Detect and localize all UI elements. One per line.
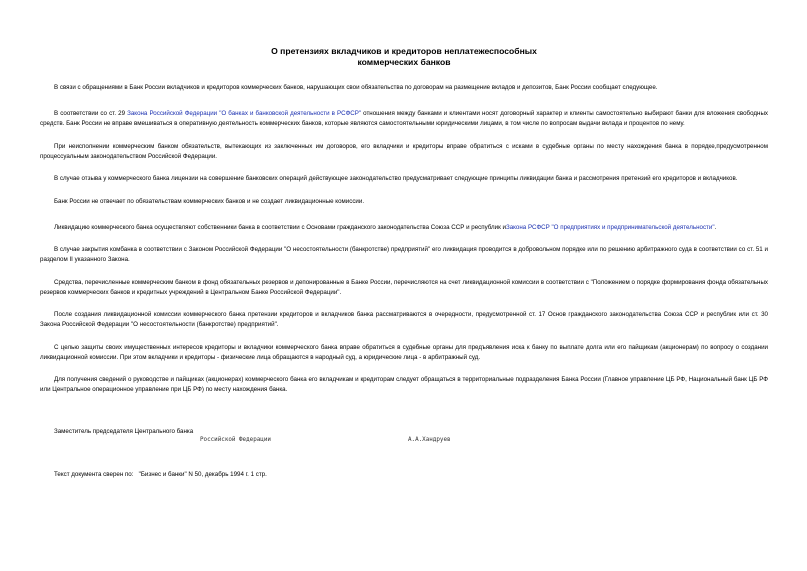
- paragraph-2: [40, 109, 768, 129]
- paragraph-6-text-a: Ликвидацию коммерческого банка осуществляют собственники банка в соответствии с Основами гражданского законодательства Союза ССР и республик и: [54, 223, 506, 231]
- paragraph-10: С целью защиты своих имущественных интересов кредиторы и вкладчики коммерческого банка вправе обратиться в судебные органы для предъявления иска к банку по выплате долга или его пайщикам (акционерам) по вопросу о создании ликвидационной комиссии. При этом вкладчики и кредиторы - физические лица обращаются в народный суд, а юридические лица - в арбитражный суд.: [40, 343, 768, 361]
- paragraph-4: В случае отзыва у коммерческого банка лицензии на совершение банковских операций действующее законодательство предусматривает следующие принципы ликвидации банка и рассмотрения претензий его кредиторов и вкладчиков.: [54, 175, 738, 182]
- signatory-name: А.А.Хандруев: [408, 437, 451, 443]
- paragraph-2-text-a: В соответствии со ст. 29: [54, 110, 128, 117]
- paragraph-1: В связи с обращениями в Банк России вкладчиков и кредиторов коммерческих банков, нарушающих свои обязательства по договорам на размещение вкладов и депозитов, Банк России сообщает следующее.: [54, 84, 658, 91]
- paragraph-7: В случае закрытия комбанка в соответствии с Законом Российской Федерации "О несостоятельности (банкротстве) предприятий" его ликвидация проводится в добровольном порядке или по решению арбитражного суда в соответствии со ст. 51 и разделом II указанного Закона.: [40, 246, 768, 263]
- paragraph-5: Банк России не отвечает по обязательствам коммерческих банков и не создает ликвидационные комиссии.: [54, 197, 365, 205]
- signatory-organization: Российской Федерации: [200, 437, 271, 443]
- document: [40, 46, 768, 408]
- paragraph-8: Средства, перечисленные коммерческим банком в фонд обязательных резервов и депонированные в Банке России, перечисляются на счет ликвидационной комиссии в соответствии с "Положением о порядке формирования фонда обязательных резервов коммерческих банков и кредитных учреждений в Центральном Банке Российской Федерации".: [40, 278, 768, 296]
- paragraph-6-text-b: .: [714, 223, 717, 231]
- law-on-banks-link[interactable]: Закона Российской Федерации "О банках и банковской деятельности в РСФСР": [127, 110, 362, 117]
- paragraph-9: После создания ликвидационной комиссии коммерческого банка претензии кредиторов и вкладчиков банка рассматриваются в очередности, предусмотренной ст. 17 Основ гражданского законодательства Союза ССР и республик или ст. 30 Закона Российской Федерации "О несостоятельности (банкротстве) предприятий".: [40, 311, 768, 328]
- paragraph-3: При неисполнении коммерческим банком обязательств, вытекающих из заключенных им договоров, его вкладчики и кредиторы вправе обратиться с исками в судебные органы по месту нахождения банка в порядке,предусмотренном процессуальным законодательством Российской Федерации.: [40, 142, 768, 160]
- title-line-2: коммерческих банков: [357, 57, 451, 67]
- law-on-enterprises-link[interactable]: Закона РСФСР "О предприятиях и предпринимательской деятельности": [505, 223, 715, 231]
- paragraph-11: Для получения сведений о руководстве и пайщиках (акционерах) коммерческого банка его вкладчикам и кредиторам следует обращаться в территориальные подразделения Банка России (Главное управление ЦБ РФ, Национальный банк ЦБ РФ или Центральное операционное управление при ЦБ РФ) по месту нахождения банка.: [40, 376, 768, 393]
- paragraph-6: [40, 223, 768, 233]
- source-value: "Бизнес и банки" N 50, декабрь 1994 г. 1 стр.: [138, 471, 267, 478]
- document-title: [40, 46, 768, 68]
- signatory-position: Заместитель председателя Центрального банка: [54, 428, 194, 435]
- source-reference: [54, 470, 267, 479]
- title-line-1: О претензиях вкладчиков и кредиторов неплатежеспособных: [271, 46, 537, 56]
- source-label: Текст документа сверен по:: [54, 471, 134, 478]
- paragraph-2-text-b: отношения между банками и клиентами носят договорный характер и клиенты самостоятельно выбирают банки для вложения свободных средств. Банк России не вправе вмешиваться в оперативную деятельность коммерческих банков, которые являются самостоятельными юридическими лицами, в том числе по вопросам выдачи вклада и процентов по нему.: [40, 110, 768, 127]
